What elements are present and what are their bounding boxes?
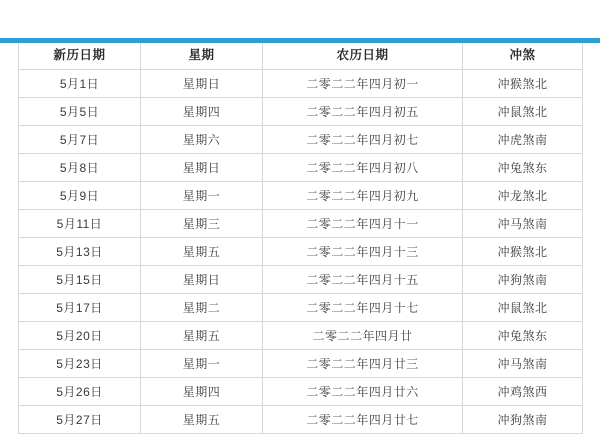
cell-clash: 冲猴煞北 [463,238,583,266]
cell-lunar-date: 二零二二年四月初一 [263,70,463,98]
table-row [19,98,583,126]
cell-weekday: 星期五 [141,238,263,266]
table-row [19,126,583,154]
cell-gregorian-date: 5月8日 [19,154,141,182]
cell-clash: 冲鼠煞北 [463,294,583,322]
table-row [19,210,583,238]
cell-clash: 冲龙煞北 [463,182,583,210]
table-row [19,154,583,182]
cell-weekday: 星期五 [141,322,263,350]
cell-gregorian-date: 5月13日 [19,238,141,266]
cell-weekday: 星期日 [141,70,263,98]
table-body [19,70,583,434]
table-row [19,378,583,406]
cell-lunar-date: 二零二二年四月廿三 [263,350,463,378]
almanac-table [18,38,583,434]
column-header-clash: 冲煞 [463,39,583,70]
cell-gregorian-date: 5月23日 [19,350,141,378]
cell-lunar-date: 二零二二年四月廿六 [263,378,463,406]
cell-clash: 冲鸡煞西 [463,378,583,406]
page-root [0,38,600,438]
column-header-lunar-date: 农历日期 [263,39,463,70]
cell-weekday: 星期五 [141,406,263,434]
cell-lunar-date: 二零二二年四月十三 [263,238,463,266]
cell-gregorian-date: 5月15日 [19,266,141,294]
cell-clash: 冲兔煞东 [463,322,583,350]
cell-weekday: 星期日 [141,266,263,294]
table-header [19,39,583,70]
cell-weekday: 星期日 [141,154,263,182]
cell-lunar-date: 二零二二年四月廿 [263,322,463,350]
cell-gregorian-date: 5月5日 [19,98,141,126]
cell-lunar-date: 二零二二年四月初九 [263,182,463,210]
cell-clash: 冲马煞南 [463,210,583,238]
table-row [19,182,583,210]
cell-weekday: 星期六 [141,126,263,154]
table-row [19,70,583,98]
cell-gregorian-date: 5月1日 [19,70,141,98]
cell-clash: 冲猴煞北 [463,70,583,98]
top-accent-rule [0,38,600,43]
cell-clash: 冲狗煞南 [463,406,583,434]
cell-lunar-date: 二零二二年四月十一 [263,210,463,238]
cell-weekday: 星期二 [141,294,263,322]
cell-clash: 冲虎煞南 [463,126,583,154]
cell-lunar-date: 二零二二年四月初八 [263,154,463,182]
cell-clash: 冲狗煞南 [463,266,583,294]
table-row [19,322,583,350]
cell-lunar-date: 二零二二年四月廿七 [263,406,463,434]
column-header-weekday: 星期 [141,39,263,70]
cell-weekday: 星期一 [141,182,263,210]
cell-gregorian-date: 5月26日 [19,378,141,406]
cell-weekday: 星期三 [141,210,263,238]
cell-lunar-date: 二零二二年四月十五 [263,266,463,294]
cell-gregorian-date: 5月11日 [19,210,141,238]
cell-weekday: 星期四 [141,98,263,126]
table-row [19,406,583,434]
cell-gregorian-date: 5月17日 [19,294,141,322]
table-row [19,350,583,378]
cell-lunar-date: 二零二二年四月十七 [263,294,463,322]
cell-gregorian-date: 5月27日 [19,406,141,434]
cell-clash: 冲鼠煞北 [463,98,583,126]
cell-clash: 冲马煞南 [463,350,583,378]
cell-lunar-date: 二零二二年四月初七 [263,126,463,154]
cell-gregorian-date: 5月7日 [19,126,141,154]
table-row [19,266,583,294]
cell-weekday: 星期四 [141,378,263,406]
column-header-gregorian-date: 新历日期 [19,39,141,70]
cell-gregorian-date: 5月20日 [19,322,141,350]
table-row [19,238,583,266]
table-header-row [19,39,583,70]
cell-weekday: 星期一 [141,350,263,378]
table-row [19,294,583,322]
cell-gregorian-date: 5月9日 [19,182,141,210]
cell-lunar-date: 二零二二年四月初五 [263,98,463,126]
cell-clash: 冲兔煞东 [463,154,583,182]
